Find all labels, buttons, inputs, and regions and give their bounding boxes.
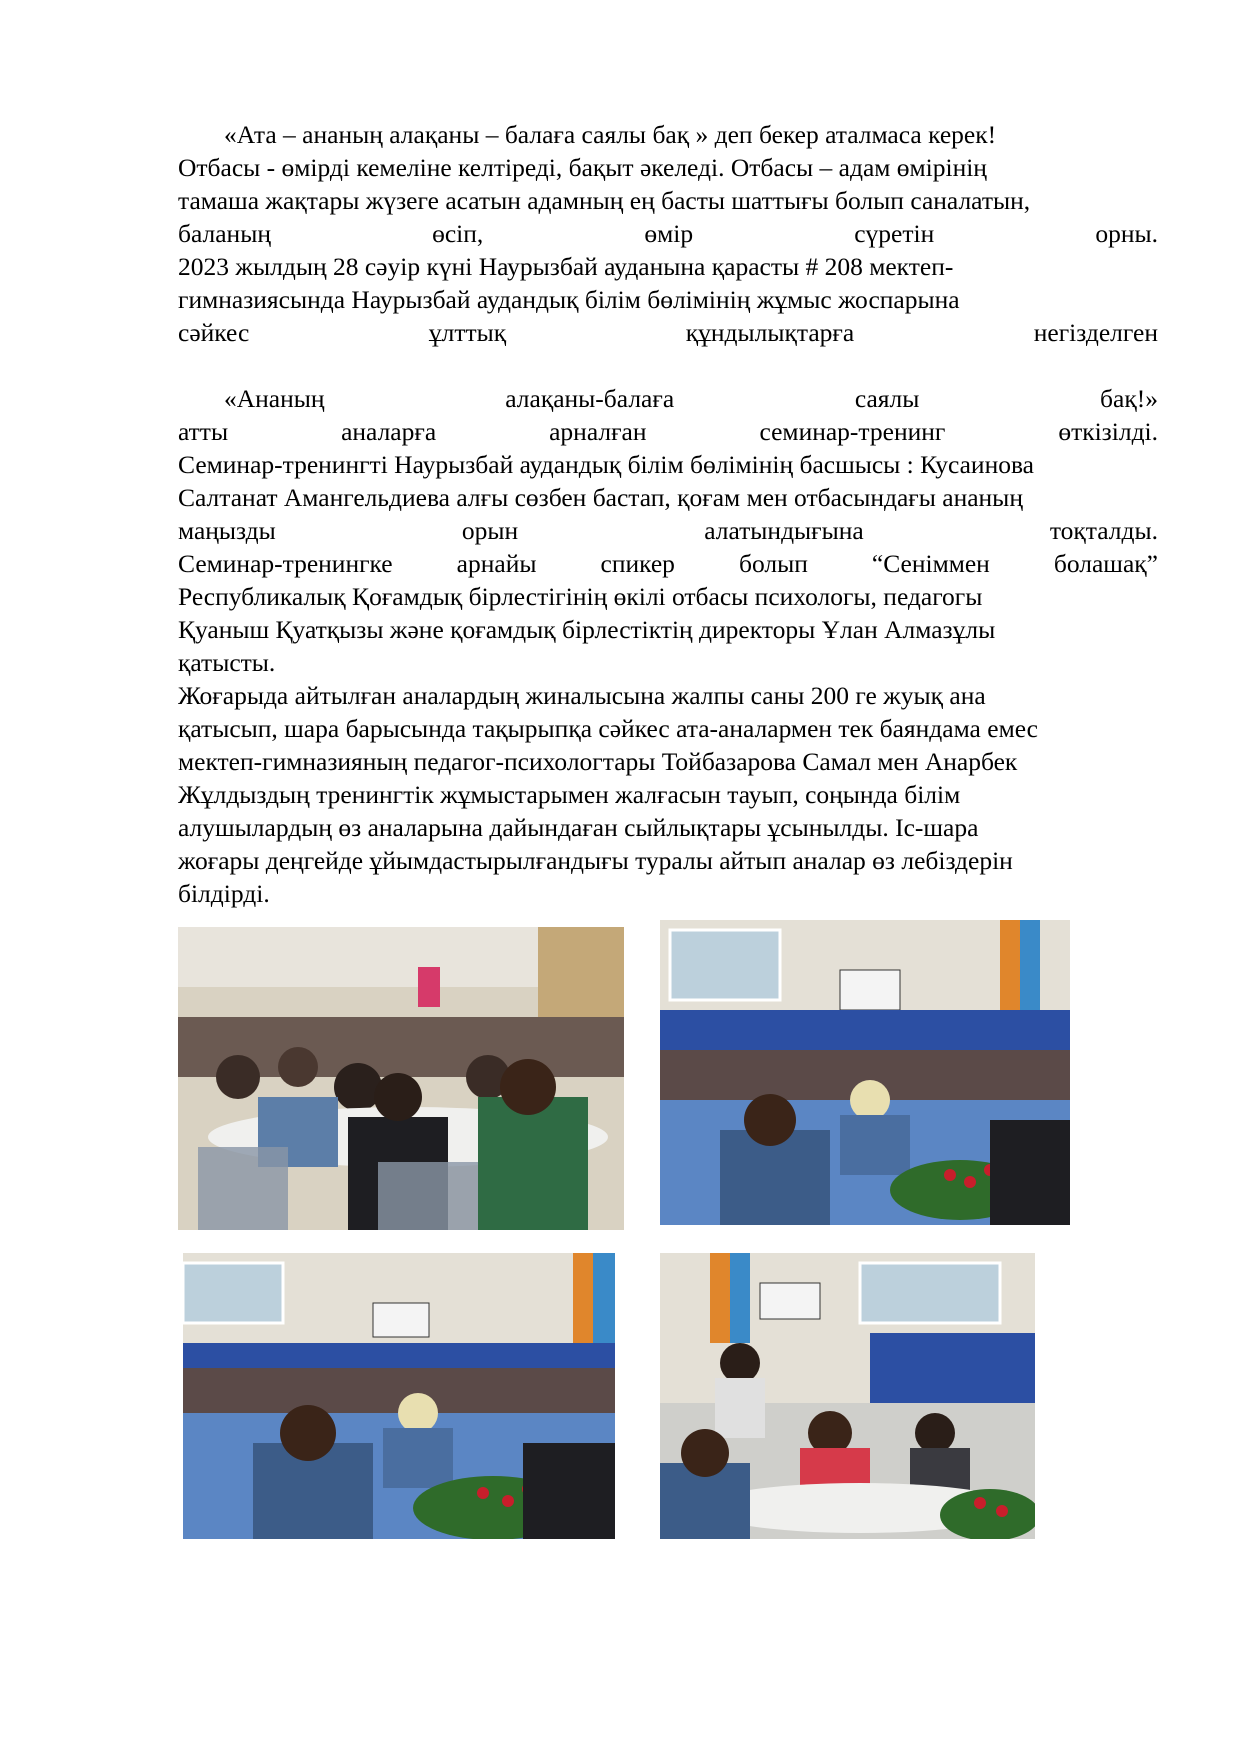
word: өсіп, xyxy=(432,219,484,248)
justified-line xyxy=(178,547,1158,580)
event-photo-2 xyxy=(660,920,1070,1225)
word: спикер xyxy=(600,549,675,578)
word: «Ананың xyxy=(224,384,325,413)
justified-line xyxy=(178,415,1158,448)
word: өмір xyxy=(644,219,694,248)
event-photo-3 xyxy=(183,1253,615,1539)
text-line: Республикалық Қоғамдық бірлестігінің өкілі отбасы психологы, педагогы xyxy=(178,582,983,611)
text-line: 2023 жылдың 28 сәуір күні Наурызбай ауданына қарасты # 208 мектеп- xyxy=(178,252,954,281)
text-line: «Ата – ананың алақаны – балаға саялы бақ » деп бекер аталмаса керек! xyxy=(224,120,997,149)
event-photo-4 xyxy=(660,1253,1035,1539)
word: арнайы xyxy=(456,549,537,578)
text-line: Семинар-тренингті Наурызбай аудандық білім бөлімінің басшысы : Кусаинова xyxy=(178,450,1034,479)
word: алақаны-балаға xyxy=(505,384,675,413)
text-line: мектеп-гимназияның педагог-психологтары Тойбазарова Самал мен Анарбек xyxy=(178,747,1018,776)
text-line: гимназиясында Наурызбай аудандық білім бөлімінің жұмыс жоспарына xyxy=(178,285,960,314)
text-line: қатысты. xyxy=(178,648,276,677)
text-line: Жұлдыздың тренингтік жұмыстарымен жалғасын тауып, соңында білім xyxy=(178,780,961,809)
word: арналған xyxy=(549,417,647,446)
word: негізделген xyxy=(1033,318,1158,347)
word: болашақ” xyxy=(1053,549,1158,578)
word: атты xyxy=(178,417,229,446)
justified-line xyxy=(178,217,1158,250)
word: тоқталды. xyxy=(1049,516,1158,545)
word: семинар-тренинг xyxy=(759,417,946,446)
text-line: тамаша жақтары жүзеге асатын адамның ең басты шаттығы болып саналатын, xyxy=(178,186,1031,215)
word: сәйкес xyxy=(178,318,250,347)
text-line: Қуаныш Қуатқызы және қоғамдық бірлестіктің директоры Ұлан Алмазұлы xyxy=(178,615,996,644)
event-photo-1 xyxy=(178,927,624,1230)
word: орын xyxy=(461,516,519,545)
word: “Сеніммен xyxy=(871,549,990,578)
justified-line xyxy=(178,382,1158,415)
text-line: қатысып, шара барысында тақырыпқа сәйкес ата-аналармен тек баяндама емес xyxy=(178,714,1038,743)
word: Семинар-тренингке xyxy=(178,549,393,578)
word: аналарға xyxy=(341,417,437,446)
text-line: білдірді. xyxy=(178,879,270,908)
word: өткізілді. xyxy=(1058,417,1158,446)
word: сүретін xyxy=(854,219,935,248)
word: құндылықтарға xyxy=(685,318,855,347)
text-line xyxy=(178,151,1158,184)
text-line: алушылардың өз аналарына дайындаған сыйлықтары ұсынылды. Іс-шара xyxy=(178,813,979,842)
text-line: Жоғарыда айтылған аналардың жиналысына жалпы саны 200 ге жуық ана xyxy=(178,681,986,710)
word: алатындығына xyxy=(704,516,864,545)
word: баланың xyxy=(178,219,271,248)
article-body xyxy=(178,118,1158,910)
word: болып xyxy=(738,549,808,578)
justified-line xyxy=(178,514,1158,547)
word: маңызды xyxy=(178,516,276,545)
text-line-content: Отбасы - өмірді кемеліне келтіреді, бақыт әкеледі. Отбасы – адам өмірінің xyxy=(178,153,987,182)
word: бақ!» xyxy=(1100,384,1158,413)
word: саялы xyxy=(854,384,920,413)
word: орны. xyxy=(1095,219,1158,248)
blank-line xyxy=(178,349,1158,382)
justified-line xyxy=(178,316,1158,349)
text-line: Салтанат Амангельдиева алғы сөзбен бастап, қоғам мен отбасындағы ананың xyxy=(178,483,1023,512)
text-line: жоғары деңгейде ұйымдастырылғандығы туралы айтып аналар өз лебіздерін xyxy=(178,846,1013,875)
word: ұлттық xyxy=(428,318,507,347)
